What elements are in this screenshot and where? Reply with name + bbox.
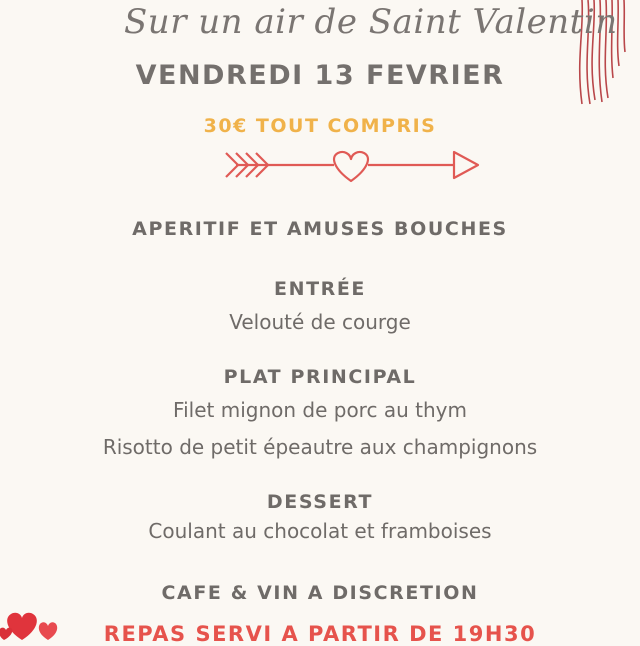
aperitif-heading: APERITIF ET AMUSES BOUCHES: [132, 218, 508, 240]
main-dish-1: Filet mignon de porc au thym: [173, 398, 467, 422]
dessert-dish: Coulant au chocolat et framboises: [148, 519, 492, 543]
entree-heading: ENTRÉE: [273, 278, 367, 300]
price-label: 30€ TOUT COMPRIS: [203, 115, 437, 137]
heart-arrow-icon: [222, 145, 482, 185]
dessert-heading: DESSERT: [266, 491, 374, 513]
entree-dish: Velouté de courge: [229, 310, 411, 334]
main-course-heading: PLAT PRINCIPAL: [223, 366, 417, 388]
drinks-heading: CAFE & VIN A DISCRETION: [161, 582, 479, 604]
event-title: Sur un air de Saint Valentin: [124, 2, 618, 42]
service-time-banner: REPAS SERVI A PARTIR DE 19H30: [103, 622, 537, 646]
event-date: VENDREDI 13 FEVRIER: [135, 60, 505, 91]
hearts-decoration: [0, 600, 80, 640]
main-dish-2: Risotto de petit épeautre aux champignons: [102, 435, 538, 459]
